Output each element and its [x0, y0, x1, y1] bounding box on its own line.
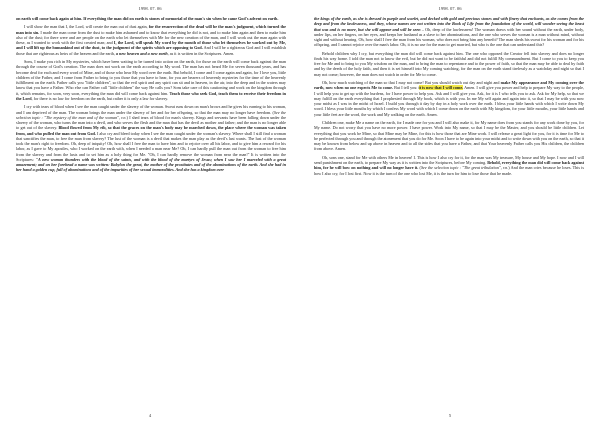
text-run: Amen. I will give you power and help to prepare My way to the people, I will help you to get up with the burdens, for I have power to help you. Ask and I will give you. Ask, for it is I who tells you to ask. Ask for My help, so that we may fulfill on the earth everything that I prophesied through My book, which is with you. In me My self again and again into it, so that I may be with you now your midst as I was in the midst of Israel. I build you through it day by day in a holy work over the earth. I bless your little hands with which I write down My word. I bless your little mouths by which I confess My word with which I come down on the earth with My kingdom, for your little mouths, your little hands and your little feet are the word, the work and My walking on the earth. Amen.	[314, 85, 585, 117]
text-run: (	[418, 165, 421, 171]
text-run: See the selection topic : "The mystery of the man and of the woman", r.n.	[16, 109, 286, 120]
paragraph	[16, 16, 286, 21]
text-run: Blood flowed from My rib, so that the graces on the man's body may be marched down, the place where the woman was taken from, and who pulled the man out from God.	[16, 125, 286, 136]
paragraph	[16, 104, 286, 172]
page-number: 5	[448, 413, 452, 418]
text-run: I also cry and bleed today when I see the man caught under the woman's slavery. Where shall I still find a woman that sanctifies the man, to free the man from slavery? The lust of the woman is a devil that makes the man play as the devil's lust wants. The lust of the woman took the man's right to freedom. Oh, deep of iniquity! Oh, how shall I free the man to have him and to rejoice over all his labor, and to give him a reward for his labor, as I gave to My apostles, who I worked on the earth with, when I needed a man near Me? Oh, I can hardly pull the man out from the woman to free him from the slavery and from the lusts and to set him as a holy thing for Me. "Oh, I can hardly remove the woman from near the man!" It is written into the Scriptures:	[16, 130, 286, 162]
text-run: See the selection topic : "The great tribulation", r.n.	[420, 165, 509, 171]
text-run: Oh, how much watching of the man so that I may not come! But you should watch out day and night and	[322, 80, 501, 86]
text-run: for the resurrection of the dead will be the man's judgment, which turned the man into sin.	[16, 24, 286, 35]
text-run: "A new woman thunders with the blood of the saints, and with the blood of the martyrs of Jesus; when I saw her I marveled with a great amazement; and on her forehead a name was written: Babylon the great, the mother of the prostitutes and of the abominations of the earth. And she had in her hand a golden cup, full of abominations and of the impurities of her sexual immoralities. And she has a kingdom over	[16, 156, 286, 173]
text-run: Sons, I make you rich in My mysteries, which have been waiting to be turned into action on the earth, for those on the earth will come back against the man through the course of God's creation. The man does not work on the earth according to My word. The man has not heard Me for seven thousand years, and has become deaf for each and every word of Mine, and of those who hear My word over the earth. But behold, I come and I come again and again, for I love you, little children of the Father, and I come from Father to bring to you those that you have to hear, for you are bearers of heavenly mysteries for the time of the heavenly fulfillment on the earth. Father calls you "little children", so that the evil spirit and any spirit can sit and in heaven, in the air, into the deep and in the waters may know that you have a Father. Who else can Father call "little children" the way He calls you? Sons take care of this cautioning and work on the kingdom through it, which remains, for soon, very soon, everything the man did will come back against him.	[16, 59, 286, 96]
page-header: 1998. 07. 06	[438, 6, 462, 11]
paragraph	[314, 51, 584, 77]
text-run: a new heaven and a new earth	[115, 50, 168, 56]
text-run: – Oh, deep of the lawlessness! The woman draws with her sound without the earth, under body, under lips, on her fingers, on her eyes, and keeps her husband as a slave to her abominations, and the one who serves the woman is a man without mind, without sight and without hearing. Oh, how shall I free the man from his woman, who does not bring him any benefit? The man sheds his sweat for his woman and for his offspring, and I cannot rejoice over the man's labor. Oh, it is no use for the man to get married, but who is the one that can understand this?	[314, 26, 585, 48]
text-run: , as it is written in the Scriptures. Amen.	[167, 50, 235, 56]
text-run: I made the man come from the dust to make him ashamed and to know that everything he did is not, and to make him again and then to make him also of the dust; for there were and are people on the earth who let themselves with Me for the new creation of the man, and I will work out the man again with these, as I wanted to work with the first created man; and	[16, 29, 286, 46]
paragraph	[16, 59, 286, 101]
paragraph	[314, 80, 584, 117]
text-run: I cry with tears of blood when I see the man caught under the slavery of the woman. Sweat runs down on man's brows and he gives his earning to his woman, and I am deprived of the man. The woman brings the man under the slavery of her and for her offspring, so that the man may no longer have freedom. (	[16, 104, 286, 115]
text-run: on earth will come back again at him. If everything the man did on earth is stones of memorial of the man's sin when he came God's advent on earth.	[16, 16, 279, 21]
paragraph	[314, 16, 584, 48]
text-run: But I tell you:	[393, 85, 419, 91]
text-run: Behold, everything the man did will come back against him, for he will bow on nothing and will no longer have it.	[314, 160, 584, 171]
highlighted-text: it is now that I will come.	[418, 85, 464, 91]
page-body	[314, 16, 584, 179]
text-run: the kings of the earth, as she is dressed in purple and scarlet, and decked with gold and precious stones and with finery that enchants, as she comes from the deep and from the lawlessness, and they, whose names are not written into the Book of Life from the foundation of the world, will wonder seeing the beast that was and is no more, but she will appear and will be seen	[314, 16, 584, 32]
paragraph	[314, 155, 584, 176]
text-run: ) And the man cries because he loses. This is how I also cry, for I lost first. Now it is the turn of the one who lost Me, it is the turn for him to lose those that he made.	[314, 165, 584, 176]
page-number: 4	[148, 413, 152, 418]
paragraph	[16, 24, 286, 56]
text-run: make My appearance and My coming over the earth, now when no one expects Me to come.	[314, 80, 584, 91]
text-run: I, the Lord, will speak My word by the mouth of those who let themselves be worked out by Me, and I will lift up the humankind out of the dust, to the judgment of the spirits which are opposing to God.	[16, 40, 286, 51]
text-run: ) I shed tears of blood for man's slavery. Kings and servants have been falling down under the slavery of the woman, who turns the man into a devil, and who serves the flesh and the man that has the devil as mother and father; and the man is no longer able to get out of the slavery.	[16, 114, 286, 131]
text-run: Oh, sons one, stand for Me with others Me in heaven! I. This is how I also cry for it, for the man was My treasure, My house and My hope. I now and I will send punishment on the earth, to prepare My way as it is written into the Scriptures, before My coming.	[314, 154, 584, 165]
text-run: I will show the man that I, the Lord, will create the man out of dust again,	[24, 24, 149, 30]
text-run: Teach those who seek God, teach them to receive their freedom in the Lord	[16, 90, 286, 101]
page-header: 1998. 07. 06	[138, 6, 162, 11]
text-run: Children one, make Me a name on the earth, for I made one for you and I will also make it, for My name does from you stands for any work done by you, for My name. Do not worry that you have no more power. I have power. Work into My name, so that I may be the Master, and you should be little children. Let everything that you work be Mine, so that Mine may be Mine, for this is how those that are Mine work. I will release a great light for you, for it is time for Me to be perfected through you and through the atonement that you do for Me. Soon I have to be again into your midst and to write down with you on the earth, so that it may be known from below and up above in heaven and to all the sides that you have a Father, and that Your heavenly Father calls you His children, the children from above. Amen.	[314, 120, 584, 152]
page-body	[16, 16, 286, 176]
text-run: , for there is no law for freedom on the earth, but rather it is only a law for slavery.	[31, 95, 169, 101]
text-run: And I will be a righteous God and I will establish those that are righteous as heirs of the heaven and the earth,	[16, 45, 286, 56]
paragraph	[314, 120, 584, 152]
text-run: Behold children why I cry, but everything the man did will come back against him. The one who opposed the Creator fell into slavery and does no longer finds his way home. I told the man not to know the evil, but he did not want to be faithful and did not fulfill My commandment. But I come to you to keep you free for Me and to bring to you My wisdom on the man, and to bring the man to repentance and to the power of faith, so that the man may be able to deal by faith and by the deeds of the holy faith, and then it is set himself into My coming watching, for the man on the earth stand tirelessly as a watchday and night so that I may not come; however, the man does not watch in order for Me to come.	[314, 50, 584, 77]
right-page	[300, 0, 600, 424]
